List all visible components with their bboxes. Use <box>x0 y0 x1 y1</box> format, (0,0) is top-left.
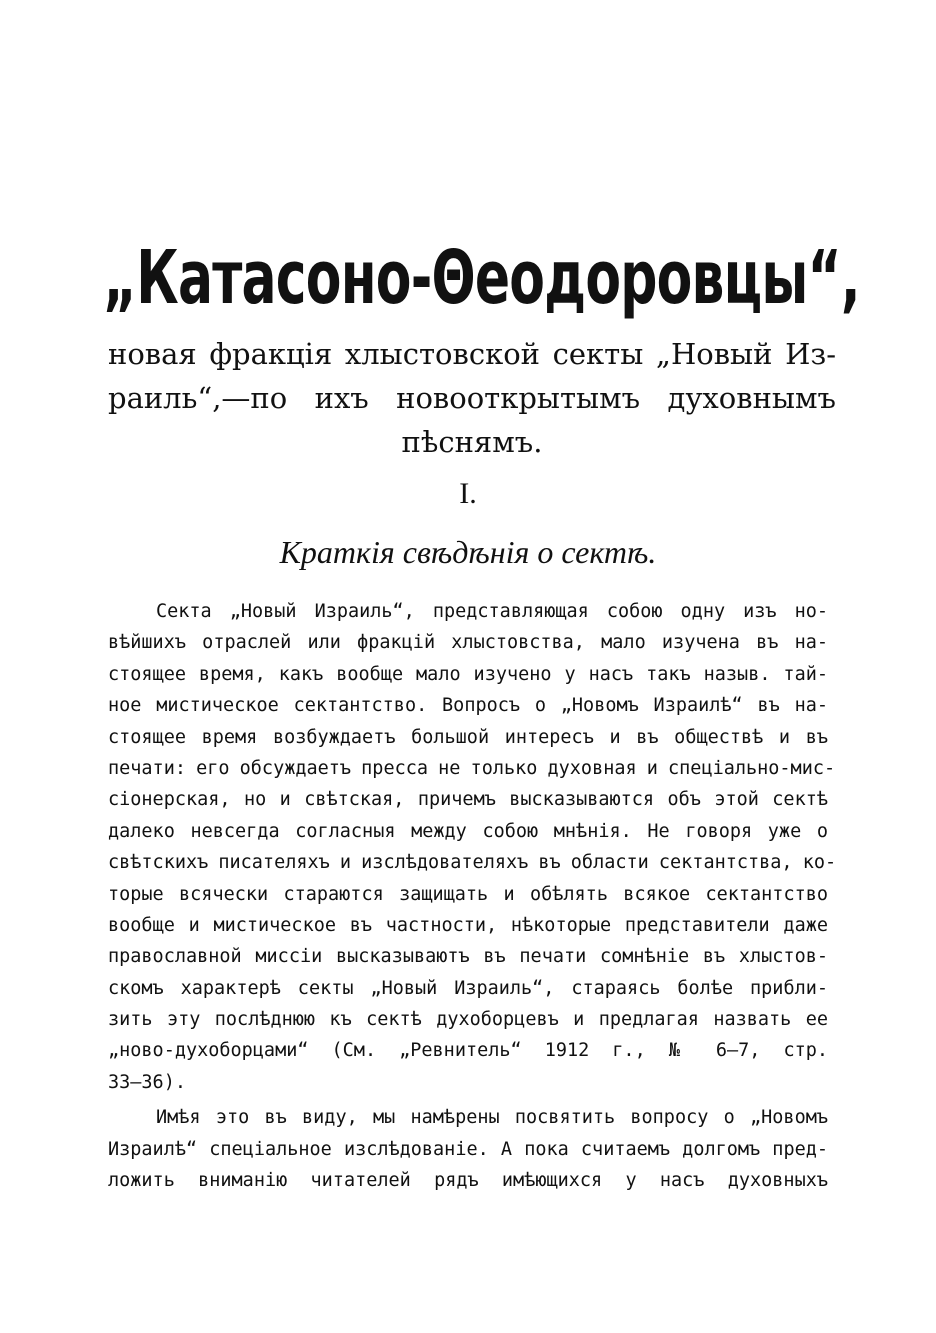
text-line: печати: его обсуждаетъ пресса не только духовная и спеціально-мис- <box>108 757 836 779</box>
subtitle-line: пѣснямъ. <box>401 425 543 459</box>
paragraph-2 <box>108 1102 828 1196</box>
text-line: сіонерская, но и свѣтская, причемъ высказываются объ этой сектѣ <box>108 789 828 811</box>
text-line: свѣтскихъ писателяхъ и изслѣдователяхъ въ области сектантства, ко- <box>108 852 837 874</box>
text-line: православной миссіи высказываютъ въ печати сомнѣніе въ хлыстов- <box>108 946 828 968</box>
text-line: „ново-духоборцами“ (См. „Ревнитель“ 1912 г., № 6—7, стр. <box>108 1040 828 1062</box>
text-line: далеко невсегда согласныя между собою мнѣнія. Не говоря уже о <box>108 820 828 842</box>
text-line: Израилѣ“ спеціальное изслѣдованіе. А пока считаемъ долгомъ пред- <box>108 1138 828 1160</box>
text-line: 33—36). <box>108 1071 186 1093</box>
body-text <box>108 596 837 1196</box>
subtitle <box>108 332 836 464</box>
text-line: скомъ характерѣ секты „Новый Израиль“, стараясь болѣе прибли- <box>108 977 828 999</box>
paragraph-1 <box>108 596 837 1098</box>
text-line: торые всячески стараются защищать и обѣлять всякое сектантство <box>108 883 828 905</box>
subtitle-line: новая фракція хлыстовской секты „Новый Из- <box>108 337 836 371</box>
section-title: Краткія свѣдѣнія о сектѣ. <box>279 534 657 570</box>
text-line: стоящее время возбуждаетъ большой интересъ и въ обществѣ и въ <box>108 726 828 748</box>
text-line: вообще и мистическое въ частности, нѣкоторые представители даже <box>108 914 828 936</box>
section-number: I. <box>459 477 477 510</box>
text-line: ложить вниманію читателей рядъ имѣющихся у насъ духовныхъ <box>108 1170 828 1192</box>
text-line: стоящее время, какъ вообще мало изучено у насъ такъ назыв. тай- <box>108 663 828 685</box>
text-line: Секта „Новый Израиль“, представляющая собою одну изъ но- <box>156 601 828 622</box>
page-title: „Катасоно-Θеодоровцы“, <box>102 235 860 321</box>
text-line: зить эту послѣднюю къ сектѣ духоборцевъ и предлагая назвать ее <box>108 1009 828 1031</box>
subtitle-line: раиль“,—по ихъ новооткрытымъ духовнымъ <box>108 381 836 415</box>
text-line: ное мистическое сектантство. Вопросъ о „Новомъ Израилѣ“ въ на- <box>108 695 828 717</box>
text-line: Имѣя это въ виду, мы намѣрены посвятить вопросу о „Новомъ <box>156 1107 828 1129</box>
text-line: вѣйшихъ отраслей или фракцій хлыстовства, мало изучена въ на- <box>108 632 828 654</box>
